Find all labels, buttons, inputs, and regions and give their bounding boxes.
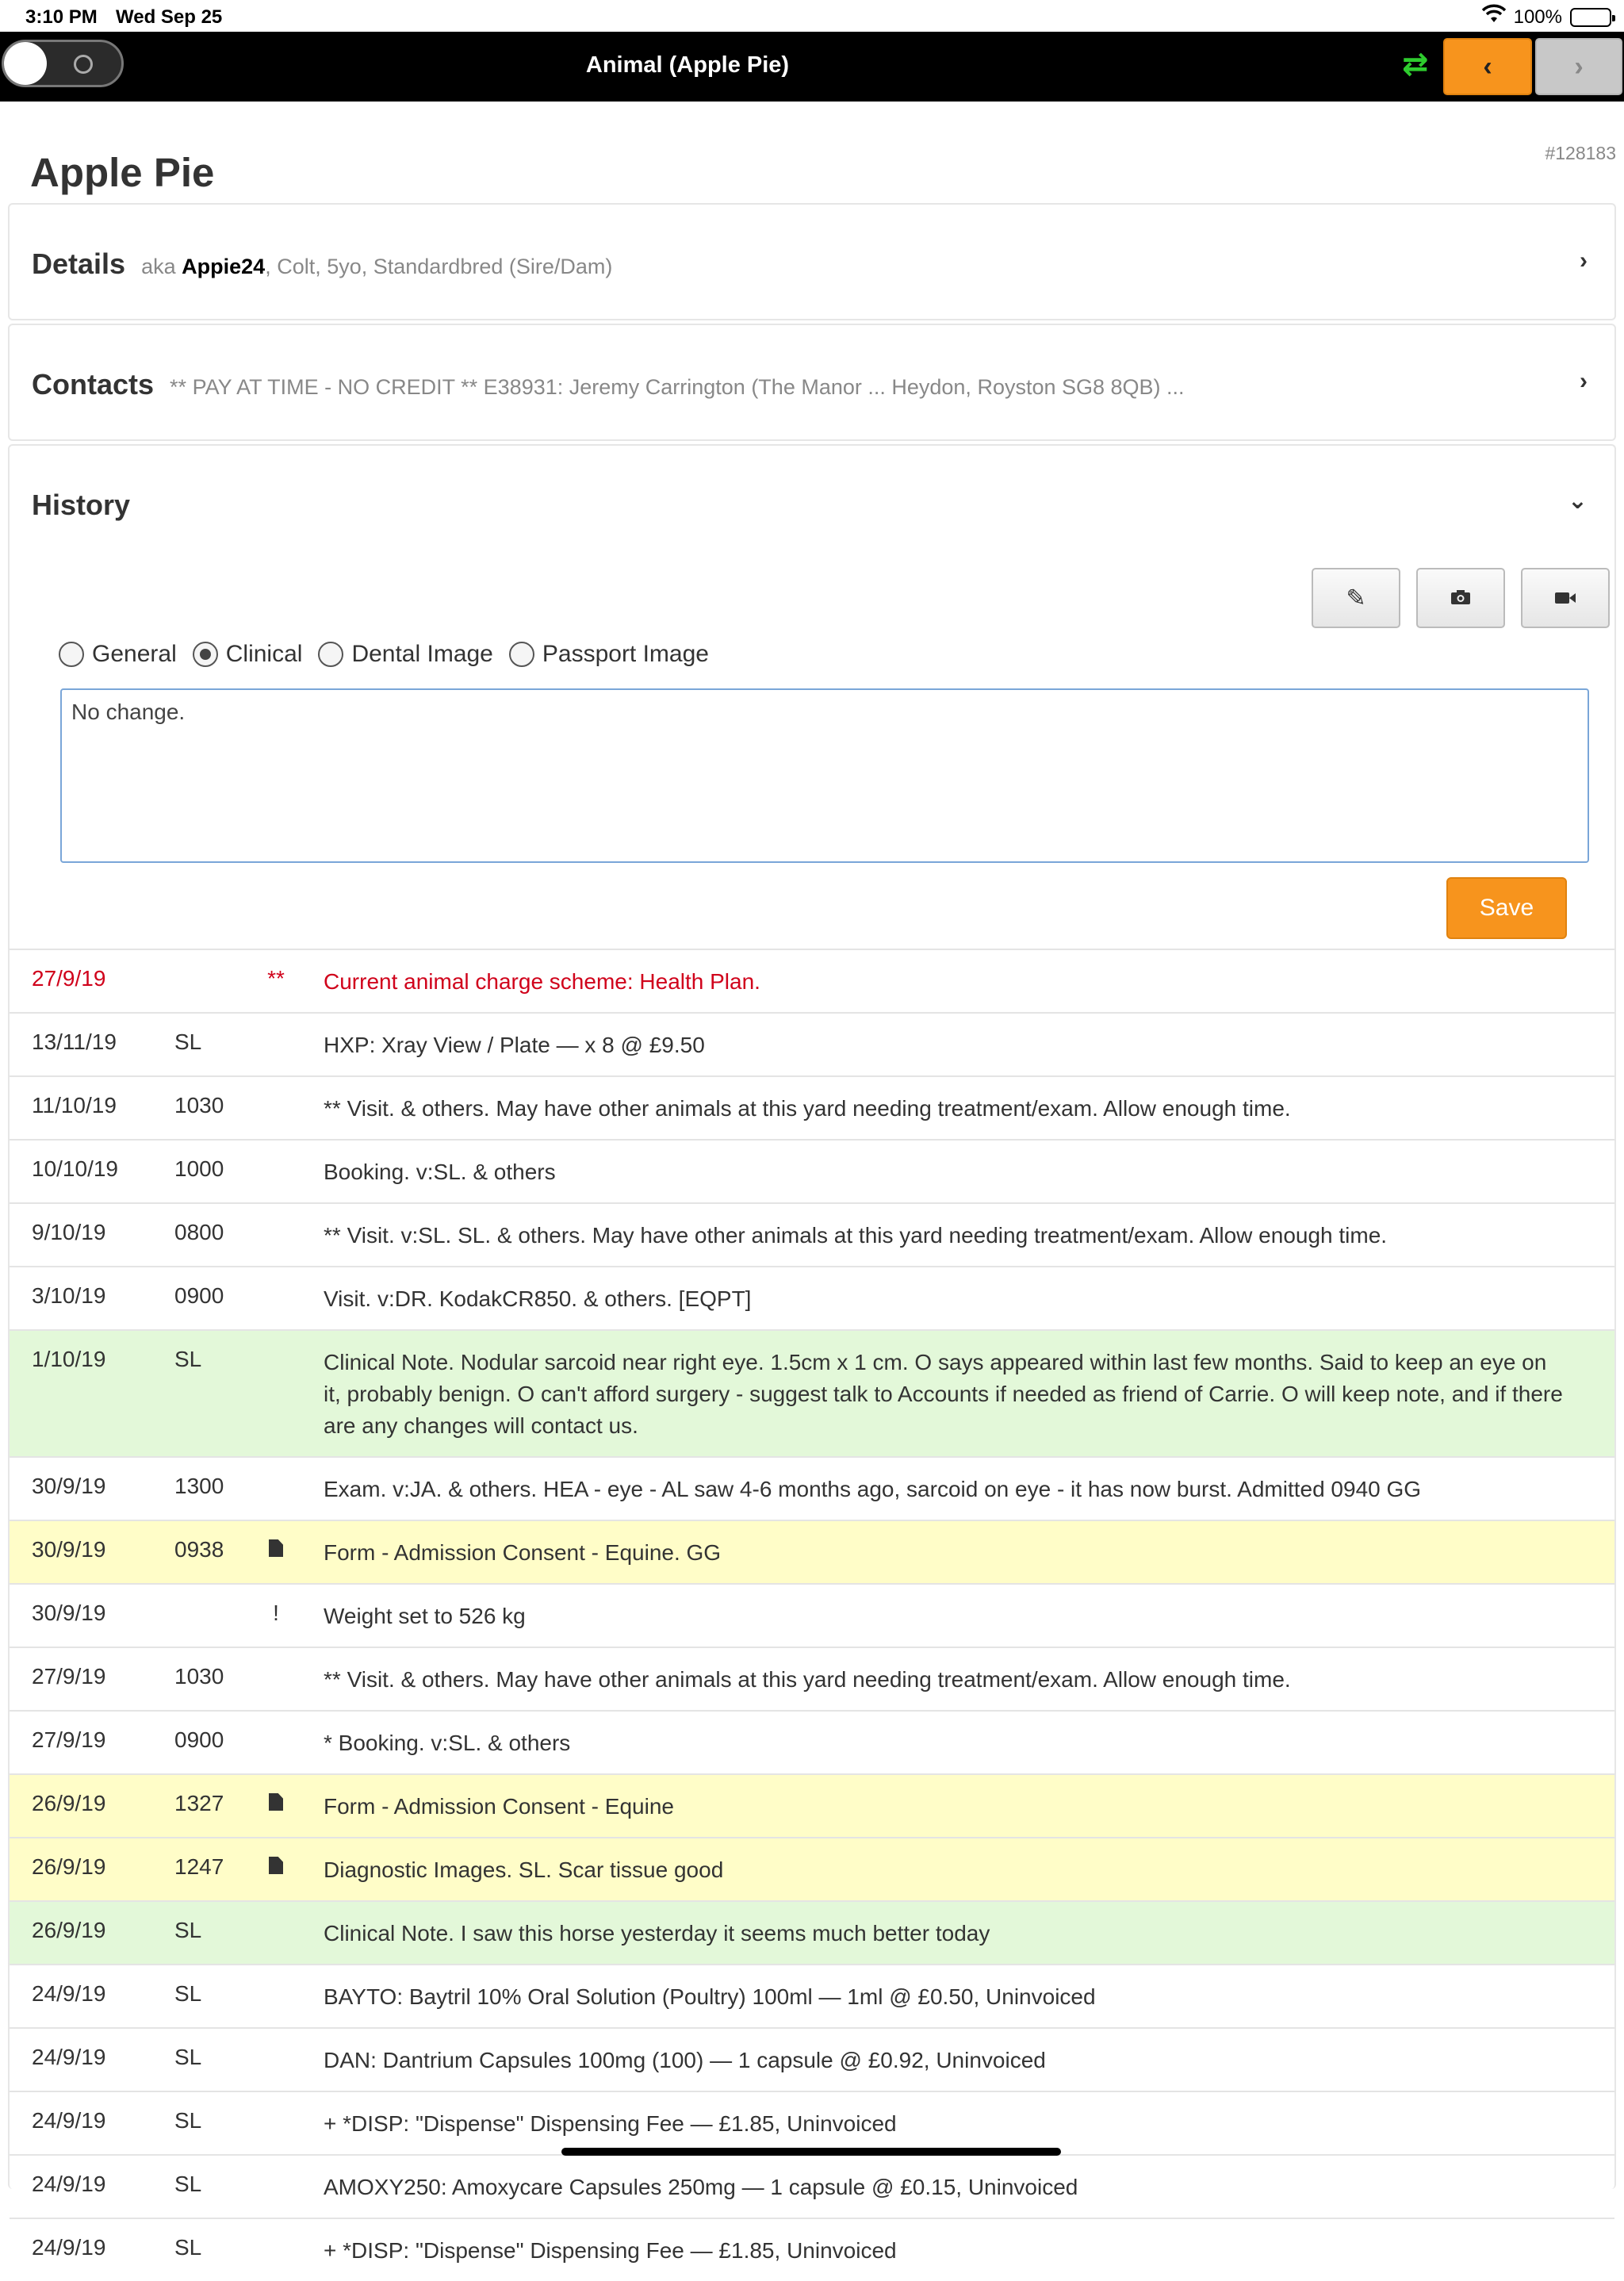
row-date: 24/9/19: [32, 2172, 106, 2196]
video-camera-icon: [1554, 585, 1576, 611]
history-row[interactable]: [10, 2091, 1614, 2154]
edit-note-button[interactable]: [1312, 568, 1400, 628]
row-date: 27/9/19: [32, 1727, 106, 1752]
row-date: 27/9/19: [32, 966, 106, 991]
row-time: 0900: [174, 1283, 224, 1308]
status-bar: [0, 0, 1624, 32]
nav-title: Animal (Apple Pie): [585, 52, 790, 78]
history-row[interactable]: [10, 1456, 1614, 1520]
row-date: 26/9/19: [32, 1791, 106, 1815]
history-row[interactable]: [10, 1583, 1614, 1647]
note-type-radios: [59, 641, 725, 668]
row-time: 0900: [174, 1727, 224, 1752]
row-time: SL: [174, 1347, 202, 1371]
history-row[interactable]: [10, 1075, 1614, 1139]
radio-label: General: [92, 641, 177, 667]
details-label: [32, 247, 612, 281]
row-time: 1000: [174, 1156, 224, 1181]
row-text: BAYTO: Baytril 10% Oral Solution (Poultry) 100ml — 1ml @ £0.50, Uninvoiced: [324, 1984, 1096, 2009]
row-date: 24/9/19: [32, 1981, 106, 2006]
radio-passport-image[interactable]: [509, 641, 709, 668]
row-date: 10/10/19: [32, 1156, 118, 1181]
row-text: ** Visit. & others. May have other animals at this yard needing treatment/exam. Allow enough time.: [324, 1096, 1291, 1121]
row-time: 1247: [174, 1854, 224, 1879]
row-text: Clinical Note. I saw this horse yesterday it seems much better today: [324, 1921, 990, 1946]
history-row[interactable]: [10, 1773, 1614, 1837]
history-row[interactable]: [10, 2027, 1614, 2091]
row-date: 1/10/19: [32, 1347, 106, 1371]
save-button[interactable]: Save: [1446, 877, 1567, 939]
history-row[interactable]: [10, 1266, 1614, 1329]
row-date: 30/9/19: [32, 1601, 106, 1625]
row-time: SL: [174, 1029, 202, 1054]
history-row[interactable]: [10, 1900, 1614, 1964]
row-date: 3/10/19: [32, 1283, 106, 1308]
document-icon: [260, 1791, 292, 1816]
record-id: #128183: [1545, 143, 1616, 163]
row-time: SL: [174, 2235, 202, 2260]
history-row[interactable]: [10, 1202, 1614, 1266]
details-title: Details: [32, 247, 126, 280]
history-row[interactable]: [10, 1329, 1614, 1456]
row-text: Visit. v:DR. KodakCR850. & others. [EQPT]: [324, 1286, 752, 1311]
row-date: 26/9/19: [32, 1918, 106, 1942]
status-time: 3:10 PM: [25, 6, 98, 28]
contacts-summary: ** PAY AT TIME - NO CREDIT ** E38931: Jeremy Carrington (The Manor ... Heydon, Royston SG8 8QB) ...: [170, 375, 1185, 399]
row-date: 30/9/19: [32, 1537, 106, 1562]
row-date: 9/10/19: [32, 1220, 106, 1244]
details-rest: , Colt, 5yo, Standardbred (Sire/Dam): [265, 255, 613, 278]
history-section: [8, 444, 1616, 2263]
document-icon: [260, 1537, 292, 1562]
history-list: [10, 949, 1614, 2281]
row-time: 1030: [174, 1664, 224, 1689]
row-time: 0800: [174, 1220, 224, 1244]
chevron-right-icon: ›: [1580, 368, 1588, 394]
contacts-section[interactable]: [8, 324, 1616, 441]
row-date: 30/9/19: [32, 1474, 106, 1498]
row-text: AMOXY250: Amoxycare Capsules 250mg — 1 capsule @ £0.15, Uninvoiced: [324, 2175, 1078, 2199]
contacts-label: [32, 368, 1185, 401]
radio-clinical[interactable]: [193, 641, 303, 668]
battery-icon: [1570, 8, 1611, 27]
previous-record-button[interactable]: [1443, 38, 1532, 95]
row-text: Current animal charge scheme: Health Plan.: [324, 969, 760, 994]
row-text: + *DISP: "Dispense" Dispensing Fee — £1.85, Uninvoiced: [324, 2111, 897, 2136]
radio-dental-image[interactable]: [318, 641, 492, 668]
radio-label: Clinical: [225, 641, 303, 667]
next-record-button[interactable]: [1535, 38, 1622, 95]
radio-label: Passport Image: [542, 641, 709, 667]
radio-dot: [509, 642, 534, 667]
history-row[interactable]: [10, 1710, 1614, 1773]
row-time: 1327: [174, 1791, 224, 1815]
chevron-right-icon: ›: [1580, 247, 1588, 274]
history-row[interactable]: [10, 1012, 1614, 1075]
history-row[interactable]: [10, 2218, 1614, 2281]
row-text: ** Visit. & others. May have other animals at this yard needing treatment/exam. Allow enough time.: [324, 1667, 1291, 1692]
row-date: 24/9/19: [32, 2235, 106, 2260]
history-row[interactable]: [10, 1520, 1614, 1583]
row-time: SL: [174, 1981, 202, 2006]
details-nickname: Appie24: [182, 255, 266, 278]
camera-icon: [1450, 585, 1471, 611]
history-row[interactable]: [10, 1139, 1614, 1202]
chevron-right-icon: ›: [1574, 51, 1584, 82]
radio-dot: [59, 642, 84, 667]
radio-dot: [318, 642, 343, 667]
row-time: SL: [174, 2108, 202, 2133]
details-summary: [141, 255, 612, 278]
row-date: 13/11/19: [32, 1029, 117, 1054]
row-time: 0938: [174, 1537, 224, 1562]
chevron-down-icon[interactable]: ⌄: [1567, 488, 1588, 514]
details-section[interactable]: [8, 203, 1616, 320]
row-text: Clinical Note. Nodular sarcoid near right eye. 1.5cm x 1 cm. O says appeared within last few months. Said to keep an eye on it, probably benign. O can't afford surgery - suggest talk to Accounts if needed as friend of Carrie. O will keep note, and if there are any changes will contact us.: [324, 1350, 1563, 1438]
add-photo-button[interactable]: [1416, 568, 1505, 628]
add-video-button[interactable]: [1521, 568, 1610, 628]
sync-arrows-icon[interactable]: ⇄: [1402, 47, 1429, 82]
row-date: 11/10/19: [32, 1093, 117, 1117]
radio-general[interactable]: [59, 641, 177, 668]
home-indicator: [561, 2148, 1061, 2156]
pencil-icon: ✎: [1346, 585, 1366, 611]
row-time: SL: [174, 1918, 202, 1942]
history-row[interactable]: [10, 949, 1614, 1012]
row-text: DAN: Dantrium Capsules 100mg (100) — 1 capsule @ £0.92, Uninvoiced: [324, 2048, 1046, 2072]
history-title: History: [32, 489, 131, 521]
row-date: 27/9/19: [32, 1664, 106, 1689]
status-date: Wed Sep 25: [116, 6, 223, 28]
radio-dot: [193, 642, 218, 667]
row-text: + *DISP: "Dispense" Dispensing Fee — £1.85, Uninvoiced: [324, 2238, 897, 2263]
history-row[interactable]: [10, 1964, 1614, 2027]
row-time: SL: [174, 2045, 202, 2069]
row-text: * Booking. v:SL. & others: [324, 1731, 571, 1755]
row-text: HXP: Xray View / Plate — x 8 @ £9.50: [324, 1033, 705, 1057]
note-textarea[interactable]: [60, 688, 1589, 863]
row-time: 1300: [174, 1474, 224, 1498]
row-flag: **: [267, 966, 285, 991]
status-right: [1482, 5, 1611, 29]
battery-percent: 100%: [1513, 6, 1562, 28]
row-text: Weight set to 526 kg: [324, 1604, 526, 1628]
document-icon: [260, 1854, 292, 1880]
history-row[interactable]: [10, 1837, 1614, 1900]
row-text: Diagnostic Images. SL. Scar tissue good: [324, 1857, 724, 1882]
page-title: Apple Pie: [30, 150, 215, 195]
row-flag: !: [273, 1601, 279, 1625]
row-text: Booking. v:SL. & others: [324, 1160, 556, 1184]
nav-bar: [0, 32, 1624, 102]
history-row[interactable]: [10, 1647, 1614, 1710]
row-text: ** Visit. v:SL. SL. & others. May have other animals at this yard needing treatment/exam. Allow enough time.: [324, 1223, 1388, 1248]
history-row[interactable]: [10, 2154, 1614, 2218]
row-date: 26/9/19: [32, 1854, 106, 1879]
row-time: SL: [174, 2172, 202, 2196]
radio-label: Dental Image: [351, 641, 493, 667]
details-aka: aka: [141, 255, 176, 278]
chevron-left-icon: ‹: [1483, 51, 1492, 82]
row-text: Exam. v:JA. & others. HEA - eye - AL saw 4-6 months ago, sarcoid on eye - it has now burst. Admitted 0940 GG: [324, 1477, 1422, 1501]
wifi-icon: [1482, 5, 1506, 29]
row-date: 24/9/19: [32, 2108, 106, 2133]
row-text: Form - Admission Consent - Equine: [324, 1794, 674, 1819]
row-date: 24/9/19: [32, 2045, 106, 2069]
contacts-title: Contacts: [32, 368, 155, 401]
row-text: Form - Admission Consent - Equine. GG: [324, 1540, 722, 1565]
row-time: 1030: [174, 1093, 224, 1117]
